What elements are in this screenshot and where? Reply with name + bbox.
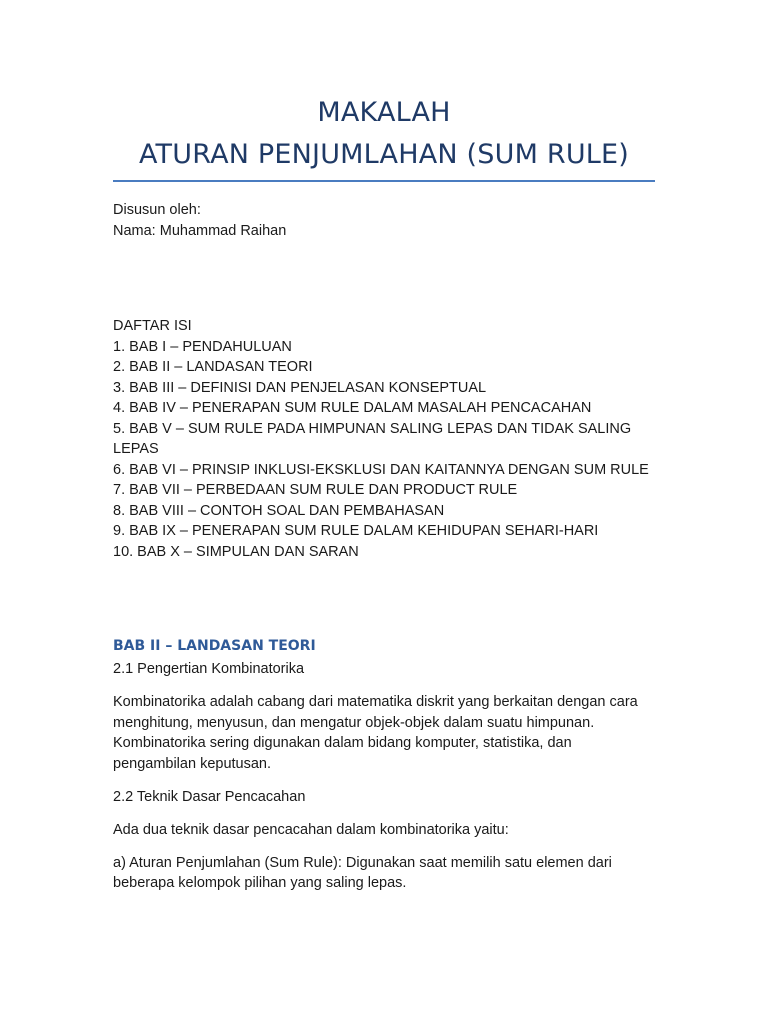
author-name: Nama: Muhammad Raihan [113, 223, 287, 239]
author-label: Disusun oleh: [113, 202, 201, 218]
section-heading: BAB II – LANDASAN TEORI [113, 638, 316, 654]
title-line-1: MAKALAH [317, 97, 451, 128]
subsection-2-1-title: 2.1 Pengertian Kombinatorika [113, 661, 305, 677]
toc-item-4: 4. BAB IV – PENERAPAN SUM RULE DALAM MASALAH PENCACAHAN [113, 400, 592, 416]
toc-item-3: 3. BAB III – DEFINISI DAN PENJELASAN KONSEPTUAL [113, 379, 487, 396]
toc-item-7: 7. BAB VII – PERBEDAAN SUM RULE DAN PRODUCT RULE [113, 482, 518, 498]
subsection-2-2-title: 2.2 Teknik Dasar Pencacahan [113, 788, 306, 805]
toc-heading: DAFTAR ISI [113, 318, 192, 334]
section-bab-2 [113, 636, 655, 894]
toc-item-2: 2. BAB II – LANDASAN TEORI [113, 359, 313, 375]
paragraph-kombinatorika: Kombinatorika adalah cabang dari matematika diskrit yang berkaitan dengan cara menghitung, menyusun, dan mengatur objek-objek dalam suatu himpunan. Kombinatorika sering digunakan dalam bidang komputer, statistika, dan pengambilan keputusan. [113, 694, 638, 772]
title-underline [113, 180, 655, 182]
document-page [113, 92, 655, 906]
toc-item-8: 8. BAB VIII – CONTOH SOAL DAN PEMBAHASAN [113, 502, 445, 519]
author-block [113, 200, 655, 242]
toc-item-5: 5. BAB V – SUM RULE PADA HIMPUNAN SALING LEPAS DAN TIDAK SALING LEPAS [113, 420, 632, 457]
table-of-contents [113, 316, 655, 562]
toc-item-9: 9. BAB IX – PENERAPAN SUM RULE DALAM KEHIDUPAN SEHARI-HARI [113, 523, 599, 539]
toc-item-6: 6. BAB VI – PRINSIP INKLUSI-EKSKLUSI DAN KAITANNYA DENGAN SUM RULE [113, 461, 649, 478]
document-title [113, 92, 655, 176]
toc-item-10: 10. BAB X – SIMPULAN DAN SARAN [113, 543, 359, 560]
paragraph-sum-rule: a) Aturan Penjumlahan (Sum Rule): Digunakan saat memilih satu elemen dari beberapa kelompok pilihan yang saling lepas. [113, 854, 612, 891]
toc-item-1: 1. BAB I – PENDAHULUAN [113, 338, 292, 355]
title-line-2: ATURAN PENJUMLAHAN (SUM RULE) [138, 139, 630, 170]
paragraph-teknik-intro: Ada dua teknik dasar pencacahan dalam kombinatorika yaitu: [113, 821, 509, 838]
